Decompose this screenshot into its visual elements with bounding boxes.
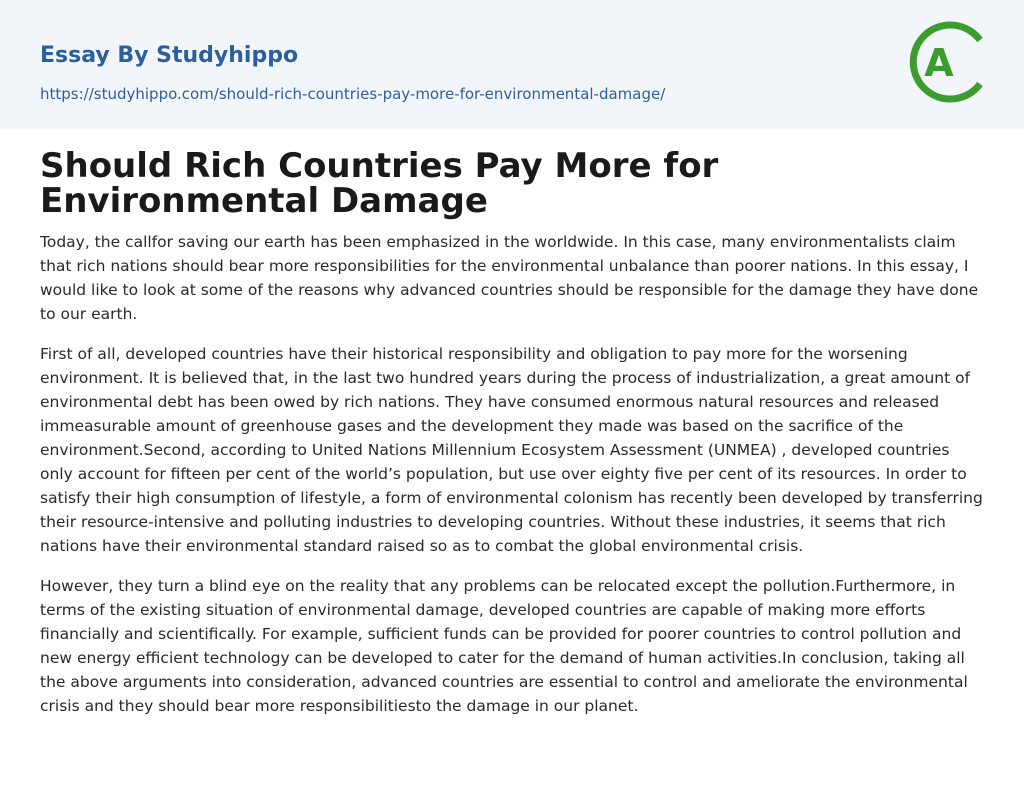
- logo-letter: A: [924, 41, 954, 85]
- paragraph-1: Today, the callfor saving our earth has been emphasized in the worldwide. In this case, many environmentalists claim that rich nations should bear more responsibilities for the environmental unbalance than poorer nations. In this essay, I would like to look at some of the reasons why advanced countries should be responsible for the damage they have done to our earth.: [40, 233, 979, 323]
- source-url-link[interactable]: https://studyhippo.com/should-rich-countries-pay-more-for-environmental-damage/: [40, 85, 666, 103]
- site-header: [0, 0, 1024, 129]
- article: [40, 146, 984, 718]
- brand-title: Essay By Studyhippo: [40, 43, 299, 68]
- paragraph-2: First of all, developed countries have their historical responsibility and obligation to pay more for the worsening environment. It is believed that, in the last two hundred years during the process of industrialization, a great amount of environmental debt has been owed by rich nations. They have consumed enormous natural resources and released immeasurable amount of greenhouse gases and the development they made was based on the sacrifice of the environment.Second, according to United Nations Millennium Ecosystem Assessment (UNMEA) , developed countries only account for fifteen per cent of the world’s population, but use over eighty five per cent of its resources. In order to satisfy their high consumption of lifestyle, a form of environmental colonism has recently been developed by transferring their resource-intensive and polluting industries to developing countries. Without these industries, it seems that rich nations have their environmental standard raised so as to combat the global environmental crisis.: [40, 345, 983, 555]
- page-title: Should Rich Countries Pay More for Environmental Damage: [40, 146, 719, 221]
- studyhippo-logo-icon[interactable]: [908, 20, 990, 104]
- paragraph-3: However, they turn a blind eye on the reality that any problems can be relocated except the pollution.Furthermore, in terms of the existing situation of environmental damage, developed countries are capable of making more efforts financially and scientifically. For example, sufficient funds can be provided for poorer countries to control pollution and new energy efficient technology can be developed to cater for the demand of human activities.In conclusion, taking all the above arguments into consideration, advanced countries are essential to control and ameliorate the environmental crisis and they should bear more responsibilitiesto the damage in our planet.: [40, 577, 968, 715]
